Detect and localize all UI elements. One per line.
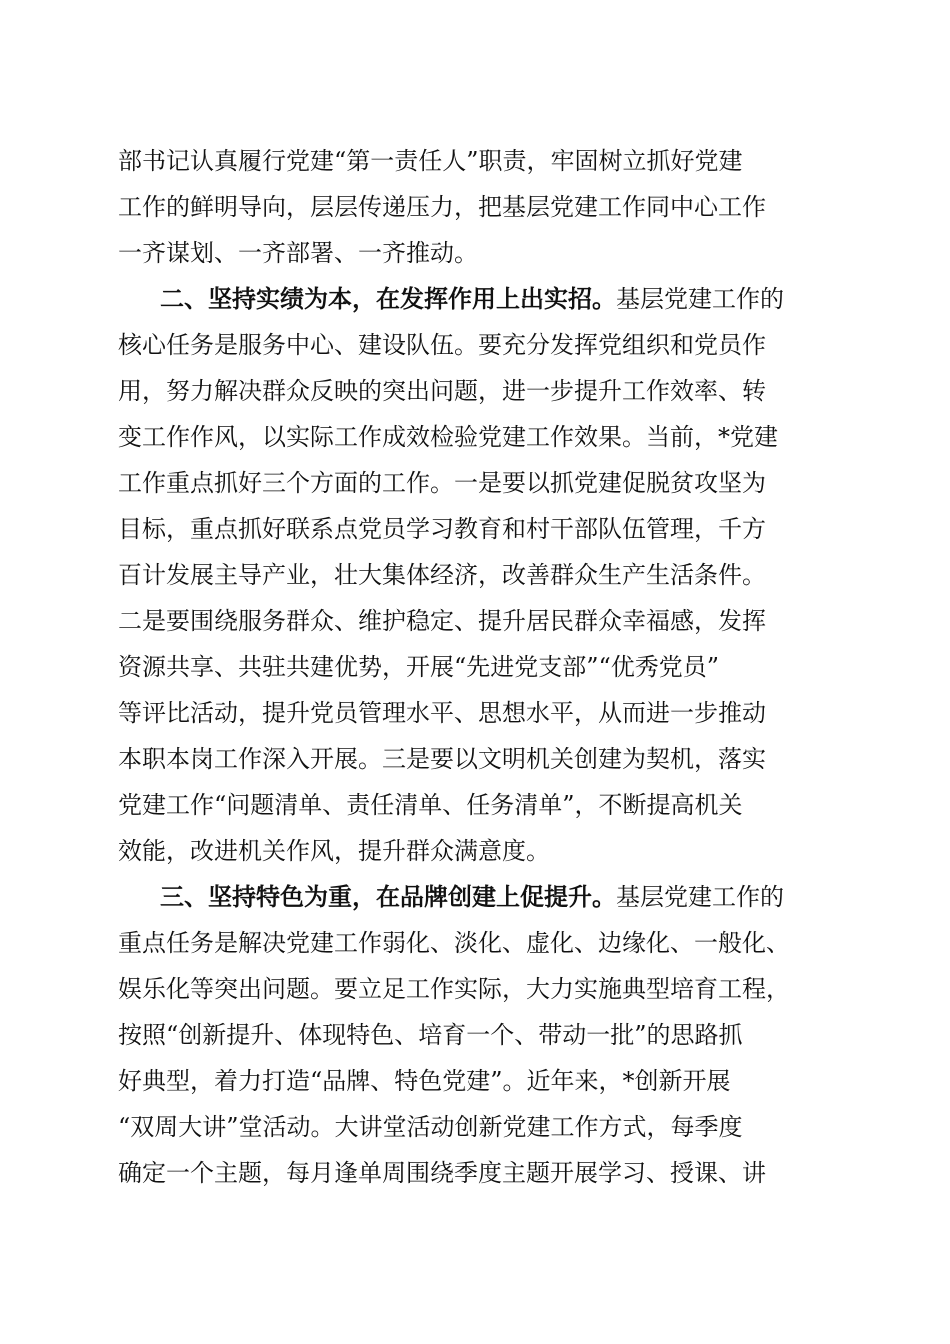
text-line: 好典型，着力打造“品牌、特色党建”。近年来，*创新开展 <box>118 1067 731 1095</box>
text-line: 百计发展主导产业，壮大集体经济，改善群众生产生活条件。 <box>118 561 766 589</box>
text-line: 工作重点抓好三个方面的工作。一是要以抓党建促脱贫攻坚为 <box>118 469 766 497</box>
heading-continuation: 基层党建工作的 <box>616 285 784 313</box>
section-heading: 三、坚持特色为重，在品牌创建上促提升。 <box>160 883 616 911</box>
section-heading: 二、坚持实绩为本，在发挥作用上出实招。 <box>160 285 616 313</box>
paragraph-first-line <box>160 279 880 319</box>
text-line: 重点任务是解决党建工作弱化、淡化、虚化、边缘化、一般化、 <box>118 929 790 957</box>
heading-continuation: 基层党建工作的 <box>616 883 784 911</box>
text-line: 核心任务是服务中心、建设队伍。要充分发挥党组织和党员作 <box>118 331 766 359</box>
text-line: 确定一个主题，每月逢单周围绕季度主题开展学习、授课、讲 <box>118 1159 766 1187</box>
text-line: 本职本岗工作深入开展。三是要以文明机关创建为契机，落实 <box>118 745 766 773</box>
text-line: 资源共享、共驻共建优势，开展“先进党支部”“优秀党员” <box>118 653 720 681</box>
text-line: 按照“创新提升、体现特色、培育一个、带动一批”的思路抓 <box>118 1021 743 1049</box>
text-line: 工作的鲜明导向，层层传递压力，把基层党建工作同中心工作 <box>118 193 766 221</box>
paragraph-first-line <box>160 877 880 917</box>
text-line: 娱乐化等突出问题。要立足工作实际，大力实施典型培育工程， <box>118 975 790 1003</box>
text-line: 目标，重点抓好联系点党员学习教育和村干部队伍管理，千方 <box>118 515 766 543</box>
text-line: 一齐谋划、一齐部署、一齐推动。 <box>118 239 478 267</box>
text-line: 部书记认真履行党建“第一责任人”职责，牢固树立抓好党建 <box>118 147 743 175</box>
text-line: 用，努力解决群众反映的突出问题，进一步提升工作效率、转 <box>118 377 766 405</box>
text-line: “双周大讲”堂活动。大讲堂活动创新党建工作方式，每季度 <box>118 1113 743 1141</box>
text-line: 等评比活动，提升党员管理水平、思想水平，从而进一步推动 <box>118 699 766 727</box>
text-line: 变工作作风，以实际工作成效检验党建工作效果。当前，*党建 <box>118 423 778 451</box>
text-line: 党建工作“问题清单、责任清单、任务清单”，不断提高机关 <box>118 791 743 819</box>
text-line: 二是要围绕服务群众、维护稳定、提升居民群众幸福感，发挥 <box>118 607 766 635</box>
text-line: 效能，改进机关作风，提升群众满意度。 <box>118 837 550 865</box>
